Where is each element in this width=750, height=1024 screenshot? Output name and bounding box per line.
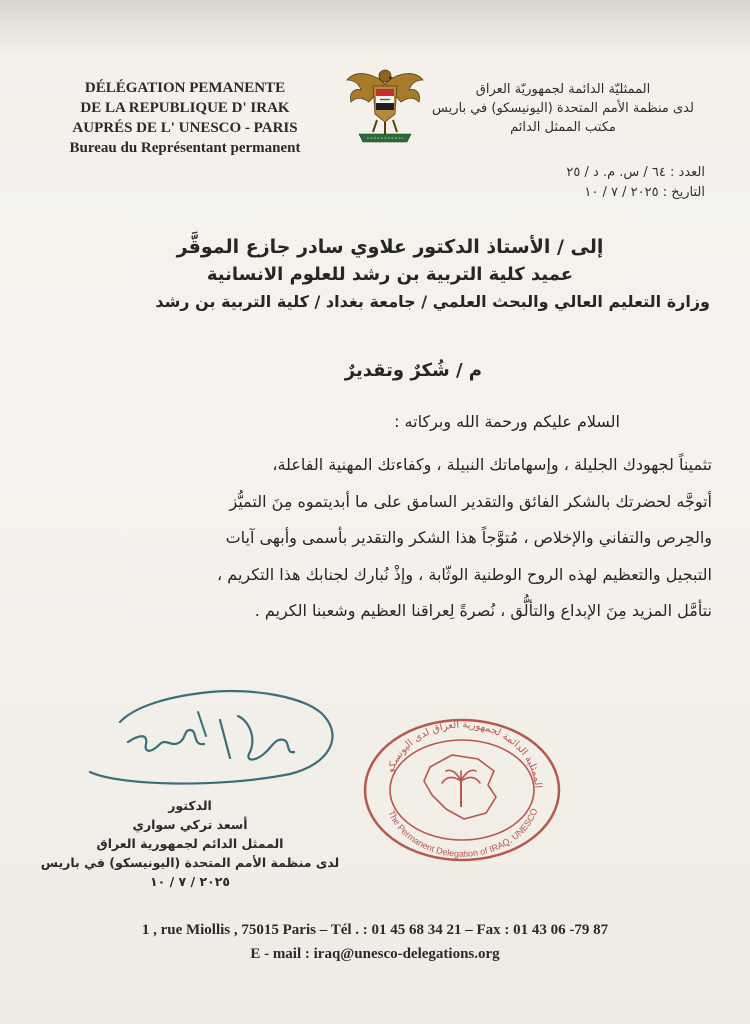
signer-position: الممثل الدائم لجمهورية العراق [96,836,284,851]
letterhead-arabic [398,80,728,137]
addressee-block [70,233,710,315]
letterhead-ar-line1: الممثليّة الدائمة لجمهوريّة العراق [475,82,651,97]
signer-title: الدكتور [168,798,212,813]
letterhead-french [25,78,345,158]
addressee-title: عميد كلية التربية بن رشد للعلوم الانسانية [206,264,574,285]
iraq-map-palm-icon [424,755,496,819]
official-stamp [360,715,565,865]
letterhead-fr-line1: DÉLÉGATION PEMANENTE [84,80,286,96]
signer-date: ٢٠٢٥ / ٧ / ١٠ [150,874,230,889]
letterhead-fr-line3: AUPRÉS DE L' UNESCO - PARIS [72,120,298,136]
signer-name: أسعد تركي سواري [132,817,248,832]
addressee-institution: وزارة التعليم العالي والبحث العلمي / جامعة بغداد / كلية التربية بن رشد [155,292,710,311]
letter-greeting: السلام عليكم ورحمة الله وبركاته : [394,412,620,431]
reference-block [405,163,705,203]
addressee-name: إلى / الأستاذ الدكتور علاوي سادر جازع الموقَّر [176,236,604,258]
body-line: تثميناً لجهودك الجليلة ، وإسهاماتك النبيلة ، وكفاءتك المهنية الفاعلة، [272,455,712,474]
footer-address: 1 , rue Miollis , 75015 Paris – Tél . : 01 45 68 34 21 – Fax : 01 43 06 -79 87 [141,922,609,938]
letter-footer [0,918,750,966]
body-line: نتأمَّل المزيد مِنَ الإبداع والتألُّق ، نُصرةً لِعراقنا العظيم وشعبنا الكريم . [254,601,712,620]
reference-date: التاريخ : ٢٠٢٥ / ٧ / ١٠ [584,185,705,200]
stamp-arabic-text: الممثلية الدائمة لجمهورية العراق لدى اليونسكو [385,719,543,789]
body-line: التبجيل والتعظيم لهذه الروح الوطنية الوثّابة ، وإذْ نُبارك لجنابك هذا التكريم ، [217,564,712,584]
letter-body [32,447,712,630]
letterhead-ar-line3: مكتب الممثل الدائم [510,120,616,135]
stamp-english-text: The Permanent Delegation of IRAQ, UNESCO [386,806,540,859]
signer-organization: لدى منظمة الأمم المتحدة (اليونيسكو) في باريس [40,855,340,870]
signer-block [40,796,340,891]
letterhead-ar-line2: لدى منظمة الأمم المتحدة (اليونيسكو) في باريس [432,101,694,116]
handwritten-signature [80,682,340,787]
body-line: والحِرص والتفاني والإخلاص ، مُتوَّجاً هذا الشكر والتقدير بأسمى وأبهى آيات [225,528,712,547]
body-line: أتوجَّه لحضرتك بالشكر الفائق والتقدير السامق على ما أبديتموه مِنَ التميُّز [229,491,712,511]
reference-number: العدد : ٦٤ / س. م. د / ٢٥ [566,165,705,180]
footer-email: E - mail : iraq@unesco-delegations.org [250,946,500,962]
letterhead-fr-line4: Bureau du Représentant permanent [69,140,301,156]
letter-subject: م / شُكرٌ وتقديرٌ [344,360,482,381]
letterhead-fr-line2: DE LA REPUBLIQUE D' IRAK [80,100,290,116]
page-shadow [0,0,750,55]
